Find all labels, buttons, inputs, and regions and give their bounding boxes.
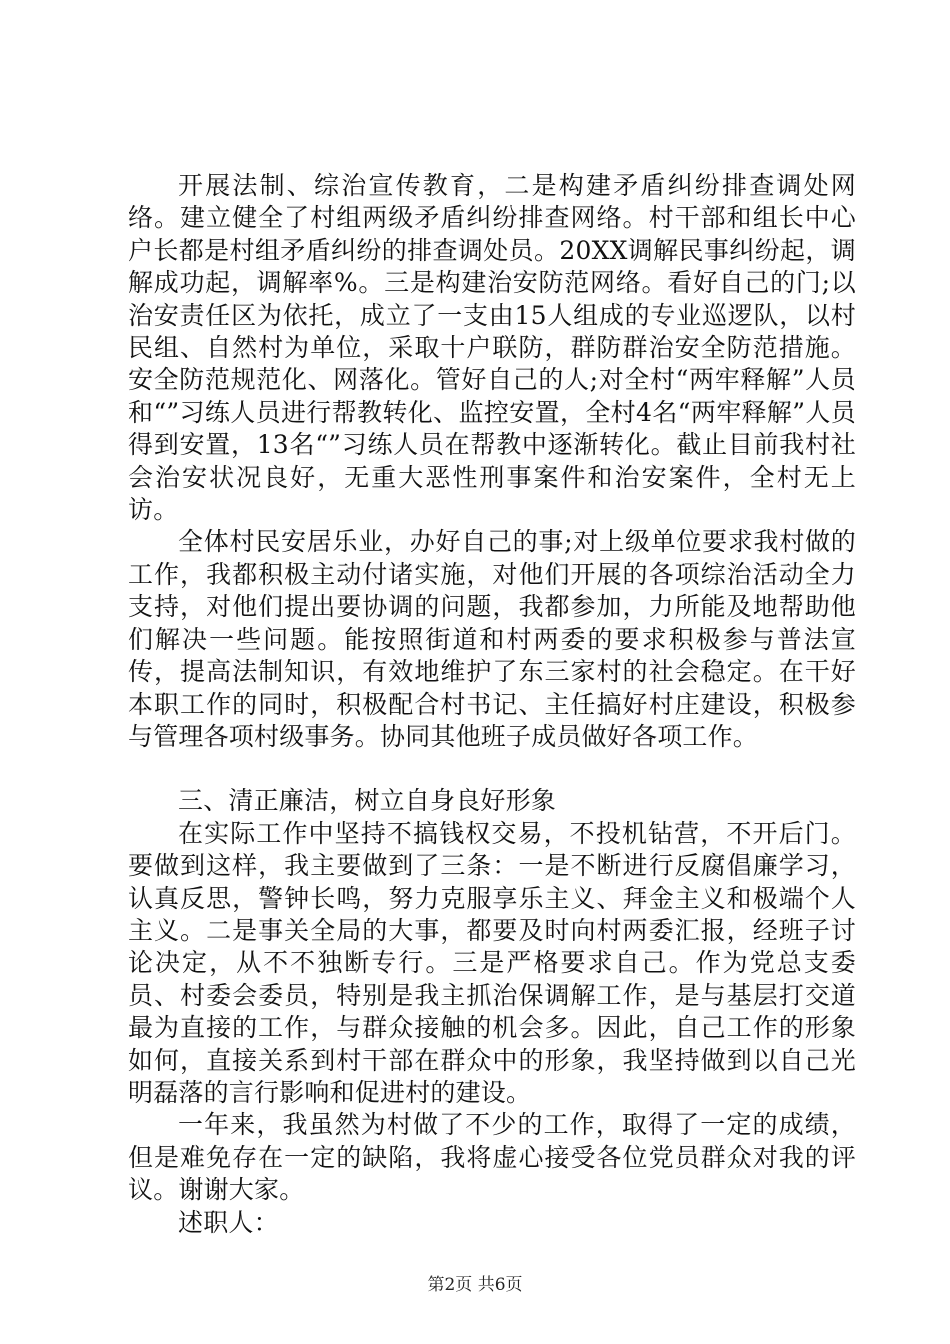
paragraph-legal-network: 开展法制、综治宣传教育，二是构建矛盾纠纷排查调处网络。建立健全了村组两级矛盾纠纷排查网络。村干部和组长中心户长都是村组矛盾纠纷的排查调处员。20XX调解民事纠纷起，调解成功起，调解率%。三是构建治安防范网络。看好自己的门;以治安责任区为依托，成立了一支由15人组成的专业巡逻队，以村民组、自然村为单位，采取十户联防，群防群治安全防范措施。安全防范规范化、网落化。管好自己的人;对全村“两牢释解”人员和“”习练人员进行帮教转化、监控安置，全村4名“两牢释解”人员得到安置，13名“”习练人员在帮教中逐渐转化。截止目前我村社会治安状况良好，无重大恶性刑事案件和治安案件，全村无上访。 <box>128 171 856 525</box>
signature-line: 述职人： <box>178 1207 279 1237</box>
paragraph-village-stability: 全体村民安居乐业，办好自己的事;对上级单位要求我村做的工作，我都积极主动付诸实施，对他们开展的各项综治活动全力支持，对他们提出要协调的问题，我都参加，力所能及地帮助他们解决一些问题。能按照街道和村两委的要求积极参与普法宣传，提高法制知识，有效地维护了东三家村的社会稳定。在干好本职工作的同时，积极配合村书记、主任搞好村庄建设，积极参与管理各项村级事务。协同其他班子成员做好各项工作。 <box>128 527 856 751</box>
page-footer: 第2页 共6页 <box>427 1275 523 1295</box>
section-heading-integrity: 三、清正廉洁，树立自身良好形象 <box>178 786 557 816</box>
paragraph-integrity-practice: 在实际工作中坚持不搞钱权交易，不投机钻营，不开后门。要做到这样，我主要做到了三条：一是不断进行反腐倡廉学习，认真反思，警钟长鸣，努力克服享乐主义、拜金主义和极端个人主义。二是事关全局的大事，都要及时向村两委汇报，经班子讨论决定，从不不独断专行。三是严格要求自己。作为党总支委员、村委会委员，特别是我主抓治保调解工作，是与基层打交道最为直接的工作，与群众接触的机会多。因此，自己工作的形象如何，直接关系到村干部在群众中的形象，我坚持做到以自己光明磊落的言行影响和促进村的建设。 <box>128 818 856 1107</box>
paragraph-conclusion: 一年来，我虽然为村做了不少的工作，取得了一定的成绩，但是难免存在一定的缺陷，我将虚心接受各位党员群众对我的评议。谢谢大家。 <box>128 1110 856 1205</box>
paragraph-spacer <box>128 753 856 785</box>
document-body <box>128 170 856 1239</box>
